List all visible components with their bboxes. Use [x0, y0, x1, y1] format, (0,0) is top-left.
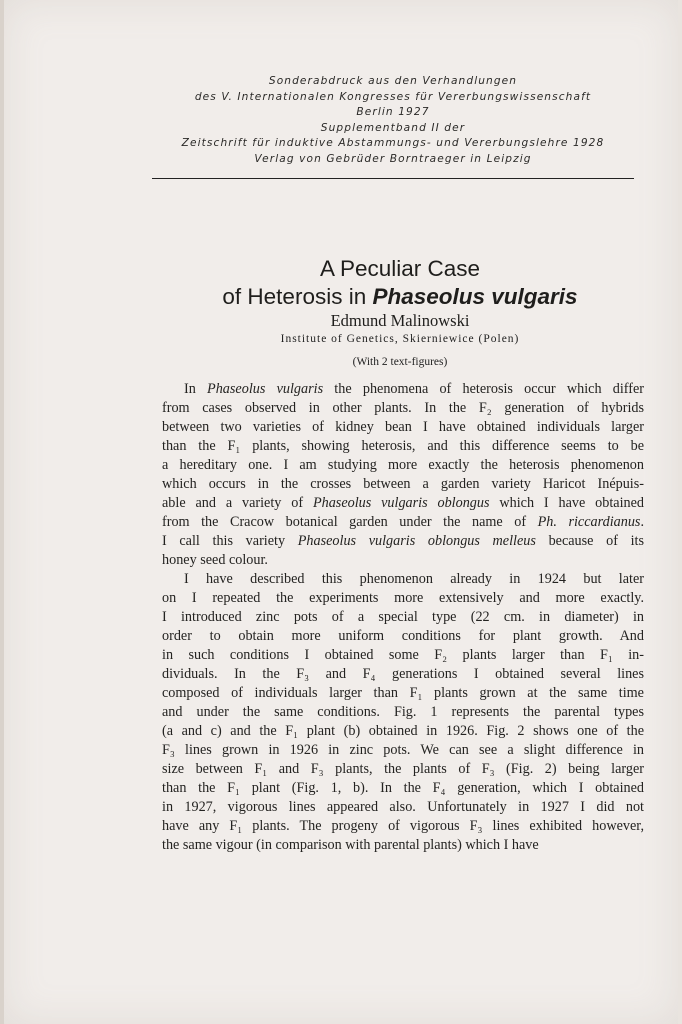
body-line: In Phaseolus vulgaris the phenomena of heterosis occur which differ — [184, 381, 644, 397]
body-line: (a and c) and the F₁ plant (b) obtained in 1926. Fig. 2 shows one of the — [162, 723, 644, 739]
title-line-2 — [140, 283, 660, 311]
body-line: dividuals. In the F₃ and F₄ generations I obtained several lines — [162, 666, 644, 682]
header-line: Zeitschrift für induktive Abstammungs- und Vererbungslehre 1928 — [181, 137, 605, 150]
header-line: Verlag von Gebrüder Borntraeger in Leipzig — [254, 152, 532, 165]
body-line: order to obtain more uniform conditions for plant growth. And — [162, 628, 644, 644]
species-name: Phaseolus vulgaris oblongus melleus — [297, 533, 536, 549]
body-line: from the Cracow botanical garden under the name of Ph. riccardianus. — [162, 514, 644, 530]
body-line: size between F₁ and F₃ plants, the plants of F₃ (Fig. 2) being larger — [162, 761, 644, 777]
header-line: Sonderabdruck aus den Verhandlungen — [268, 75, 518, 87]
body-line: than the F₁ plant (Fig. 1, b). In the F₄ generation, which I obtained — [162, 780, 644, 796]
body-line: the same vigour (in comparison with parental plants) which I have — [162, 837, 539, 853]
body-line: and under the same conditions. Fig. 1 represents the parental types — [162, 704, 644, 720]
body-text — [162, 380, 644, 855]
header-line: des V. Internationalen Kongresses für Vererbungswissenschaft — [194, 90, 592, 103]
body-line: a hereditary one. I am studying more exactly the heterosis phenomenon — [162, 457, 644, 473]
body-line: I call this variety Phaseolus vulgaris oblongus melleus because of its — [162, 533, 644, 549]
species-name: Phaseolus vulgaris — [207, 381, 324, 397]
title-species: Phaseolus vulgaris — [372, 284, 578, 309]
species-name: Ph. riccardianus — [537, 514, 641, 530]
title-line-1: A Peculiar Case — [319, 256, 481, 281]
offprint-header — [150, 74, 636, 168]
body-line: composed of individuals larger than F₁ plants grown at the same time — [162, 685, 644, 701]
author-institute: Institute of Genetics, Skierniewice (Polen) — [280, 333, 520, 345]
body-line: in such conditions I obtained some F₂ plants larger than F₁ in- — [162, 647, 644, 663]
header-rule — [152, 178, 634, 179]
body-line: honey seed colour. — [162, 552, 268, 568]
body-line: I introduced zinc pots of a special type (22 cm. in diameter) in — [162, 609, 644, 625]
body-line: able and a variety of Phaseolus vulgaris oblongus which I have obtained — [162, 495, 644, 511]
species-name: Phaseolus vulgaris oblongus — [312, 495, 490, 511]
body-line: I have described this phenomenon already in 1924 but later — [184, 571, 644, 587]
title-prefix: of Heterosis in — [222, 284, 367, 309]
article-title — [140, 255, 660, 311]
body-line: have any F₁ plants. The progeny of vigorous F₃ lines exhibited however, — [162, 818, 644, 834]
body-line: in 1927, vigorous lines appeared also. Unfortunately in 1927 I did not — [162, 799, 644, 815]
page-edge — [0, 0, 4, 1024]
body-line: between two varieties of kidney bean I have obtained individuals larger — [162, 419, 644, 435]
figures-note: (With 2 text-figures) — [352, 356, 448, 368]
body-line: from cases observed in other plants. In the F₂ generation of hybrids — [162, 400, 644, 416]
body-line: which occurs in the crosses between a garden variety Haricot Inépuis- — [162, 476, 644, 492]
body-line: on I repeated the experiments more extensively and more exactly. — [162, 590, 644, 606]
header-line: Berlin 1927 — [356, 106, 430, 119]
body-line: F₃ lines grown in 1926 in zinc pots. We can see a slight difference in — [162, 742, 644, 758]
header-line: Supplementband II der — [320, 121, 466, 134]
body-line: than the F₁ plants, showing heterosis, and this difference seems to be — [162, 438, 644, 454]
author-name: Edmund Malinowski — [330, 311, 470, 330]
